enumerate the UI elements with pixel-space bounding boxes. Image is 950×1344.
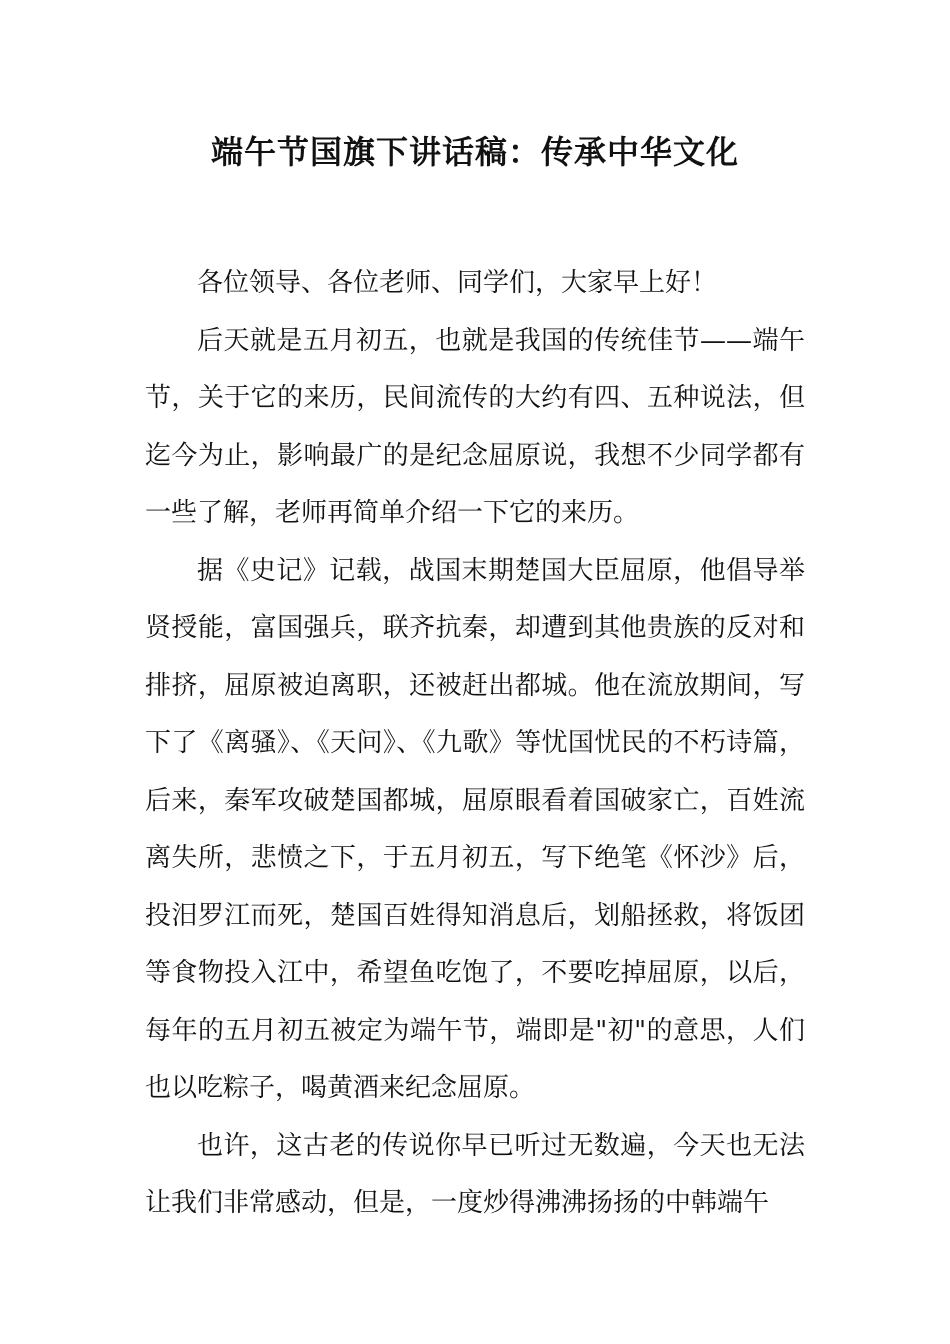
document-body <box>145 255 805 1233</box>
paragraph-reflection: 也许，这古老的传说你早已听过无数遍，今天也无法让我们非常感动，但是，一度炒得沸沸扬扬的中韩端午 <box>145 1130 805 1218</box>
document-title: 端午节国旗下讲话稿：传承中华文化 <box>210 133 739 171</box>
paragraph-qu-yuan-story: 据《史记》记载，战国末期楚国大臣屈原，他倡导举贤授能，富国强兵，联齐抗秦，却遭到其他贵族的反对和排挤，屈原被迫离职，还被赶出都城。他在流放期间，写下了《离骚》、《天问》、《九歌》等忧国忧民的不朽诗篇，后来，秦军攻破楚国都城，屈原眼看着国破家亡，百姓流离失所，悲愤之下，于五月初五，写下绝笔《怀沙》后，投汨罗江而死，楚国百姓得知消息后，划船拯救，将饭团等食物投入江中，希望鱼吃饱了，不要吃掉屈原，以后，每年的五月初五被定为端午节，端即是"初"的意思，人们也以吃粽子，喝黄酒来纪念屈原。 <box>145 555 805 1103</box>
paragraph-greeting: 各位领导、各位老师、同学们，大家早上好！ <box>197 268 718 298</box>
paragraph-festival-intro: 后天就是五月初五，也就是我国的传统佳节——端午节，关于它的来历，民间流传的大约有四、五种说法，但迄今为止，影响最广的是纪念屈原说，我想不少同学都有一些了解，老师再简单介绍一下它的来历。 <box>145 325 805 528</box>
